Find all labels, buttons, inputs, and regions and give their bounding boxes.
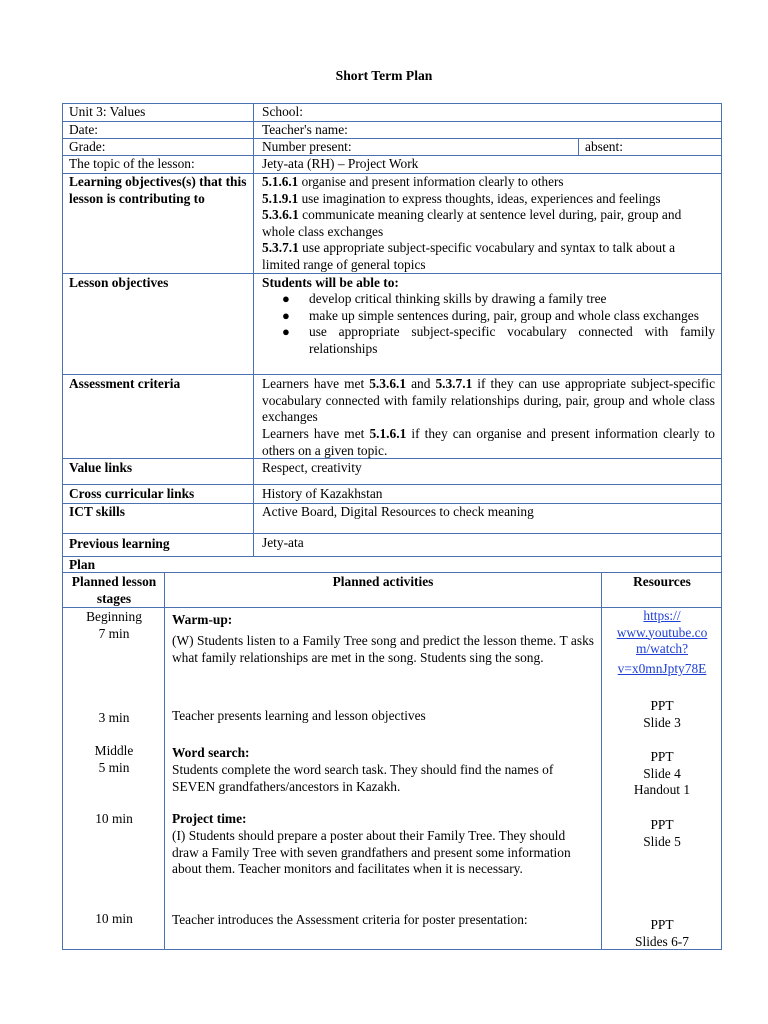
- activity-text: Teacher presents learning and lesson objectives: [172, 708, 426, 723]
- resource-text: PPT Slide 3: [643, 698, 681, 730]
- stage-time: 7 min: [98, 626, 130, 641]
- absent-label: absent:: [585, 139, 623, 154]
- resource-text: PPT Slide 4 Handout 1: [633, 749, 691, 798]
- lesson-objectives-list: [262, 291, 715, 357]
- cross-curricular-value: History of Kazakhstan: [262, 486, 383, 501]
- unit-label: Unit 3: Values: [69, 104, 146, 119]
- ict-skills-value: Active Board, Digital Resources to check meaning: [262, 504, 534, 519]
- resource-link[interactable]: https:// www.youtube.co m/watch? v=x0mnJpty78E: [616, 608, 708, 676]
- lesson-objectives-label: Lesson objectives: [69, 275, 169, 290]
- list-item: ● use appropriate subject-specific vocabulary connected with family relationships: [282, 324, 715, 356]
- assessment-criteria-label: Assessment criteria: [69, 376, 181, 391]
- activity-heading: Project time:: [172, 811, 247, 826]
- lesson-objectives-heading: Students will be able to:: [262, 275, 399, 290]
- col-line: [578, 138, 579, 155]
- stage-time: 10 min: [95, 811, 133, 826]
- activity-heading: Warm-up:: [172, 612, 233, 627]
- col-header-resources: Resources: [633, 574, 691, 589]
- activity-text: (I) Students should prepare a poster about their Family Tree. They should draw a Family Tree with seven grandfathers and present some information about them. Teacher monitors and facilitates when it is necessary.: [172, 828, 571, 877]
- value-links-value: Respect, creativity: [262, 460, 362, 475]
- col-header-stages: Planned lesson stages: [71, 574, 157, 606]
- learning-objective-2: 5.1.9.1 use imagination to express thoughts, ideas, experiences and feelings: [262, 191, 661, 206]
- number-present-label: Number present:: [262, 139, 352, 154]
- stage-time: 10 min: [95, 911, 133, 926]
- activity-text: Teacher introduces the Assessment criteria for poster presentation:: [172, 912, 528, 927]
- stage-time: 3 min: [98, 710, 130, 725]
- teacher-name-label: Teacher's name:: [262, 122, 348, 137]
- activity-text: (W) Students listen to a Family Tree song and predict the lesson theme. T asks what family relationships are met in the song. Students sing the song.: [172, 633, 594, 665]
- school-label: School:: [262, 104, 303, 119]
- previous-learning-value: Jety-ata: [262, 535, 304, 550]
- stage-time: 5 min: [98, 760, 130, 775]
- assessment-criteria-text-1: Learners have met 5.3.6.1 and 5.3.7.1 if they can use appropriate subject-specific vocabulary connected with family relationships during, pair, group and whole class exchanges: [262, 376, 716, 425]
- row-line: [62, 121, 722, 122]
- learning-objective-1: 5.1.6.1 organise and present information clearly to others: [262, 174, 564, 189]
- value-links-label: Value links: [69, 460, 133, 475]
- grade-label: Grade:: [69, 139, 106, 154]
- list-item: ● make up simple sentences during, pair, group and whole class exchanges: [282, 307, 699, 323]
- page-title: Short Term Plan: [335, 68, 433, 83]
- row-line: [62, 572, 722, 573]
- bullet-icon: ●: [282, 291, 290, 306]
- col-line: [601, 572, 602, 950]
- row-line: [62, 484, 722, 485]
- previous-learning-label: Previous learning: [69, 536, 170, 551]
- assessment-criteria-text-2: Learners have met 5.1.6.1 if they can organise and present information clearly to others on a given topic.: [262, 426, 715, 458]
- row-line: [62, 533, 722, 534]
- topic-value: Jety-ata (RH) – Project Work: [262, 156, 419, 171]
- bullet-icon: ●: [282, 307, 290, 323]
- resource-text: PPT Slides 6-7: [635, 917, 689, 949]
- cross-curricular-label: Cross curricular links: [69, 486, 195, 501]
- topic-label: The topic of the lesson:: [69, 156, 195, 171]
- activity-heading: Word search:: [172, 745, 250, 760]
- stage-beginning: Beginning: [86, 609, 142, 624]
- row-line: [62, 138, 722, 139]
- col-line: [253, 103, 254, 556]
- learning-objectives-label: Learning objectives(s) that this lesson is contributing to: [69, 174, 247, 206]
- col-line: [164, 572, 165, 950]
- resource-text: PPT Slide 5: [643, 817, 681, 849]
- learning-objective-4: 5.3.7.1 use appropriate subject-specific vocabulary and syntax to talk about a limited range of general topics: [262, 240, 676, 272]
- learning-objective-3: 5.3.6.1 communicate meaning clearly at sentence level during, pair, group and whole class exchanges: [262, 207, 682, 239]
- col-header-activities: Planned activities: [332, 574, 434, 589]
- activity-text: Students complete the word search task. They should find the names of SEVEN grandfathers/ancestors in Kazakh.: [172, 762, 554, 794]
- ict-skills-label: ICT skills: [69, 504, 125, 519]
- bullet-icon: ●: [282, 324, 290, 340]
- stage-middle: Middle: [94, 743, 134, 758]
- row-line: [62, 556, 722, 557]
- date-label: Date:: [69, 122, 98, 137]
- row-line: [62, 374, 722, 375]
- plan-label: Plan: [69, 557, 96, 572]
- list-item: ● develop critical thinking skills by drawing a family tree: [282, 291, 607, 306]
